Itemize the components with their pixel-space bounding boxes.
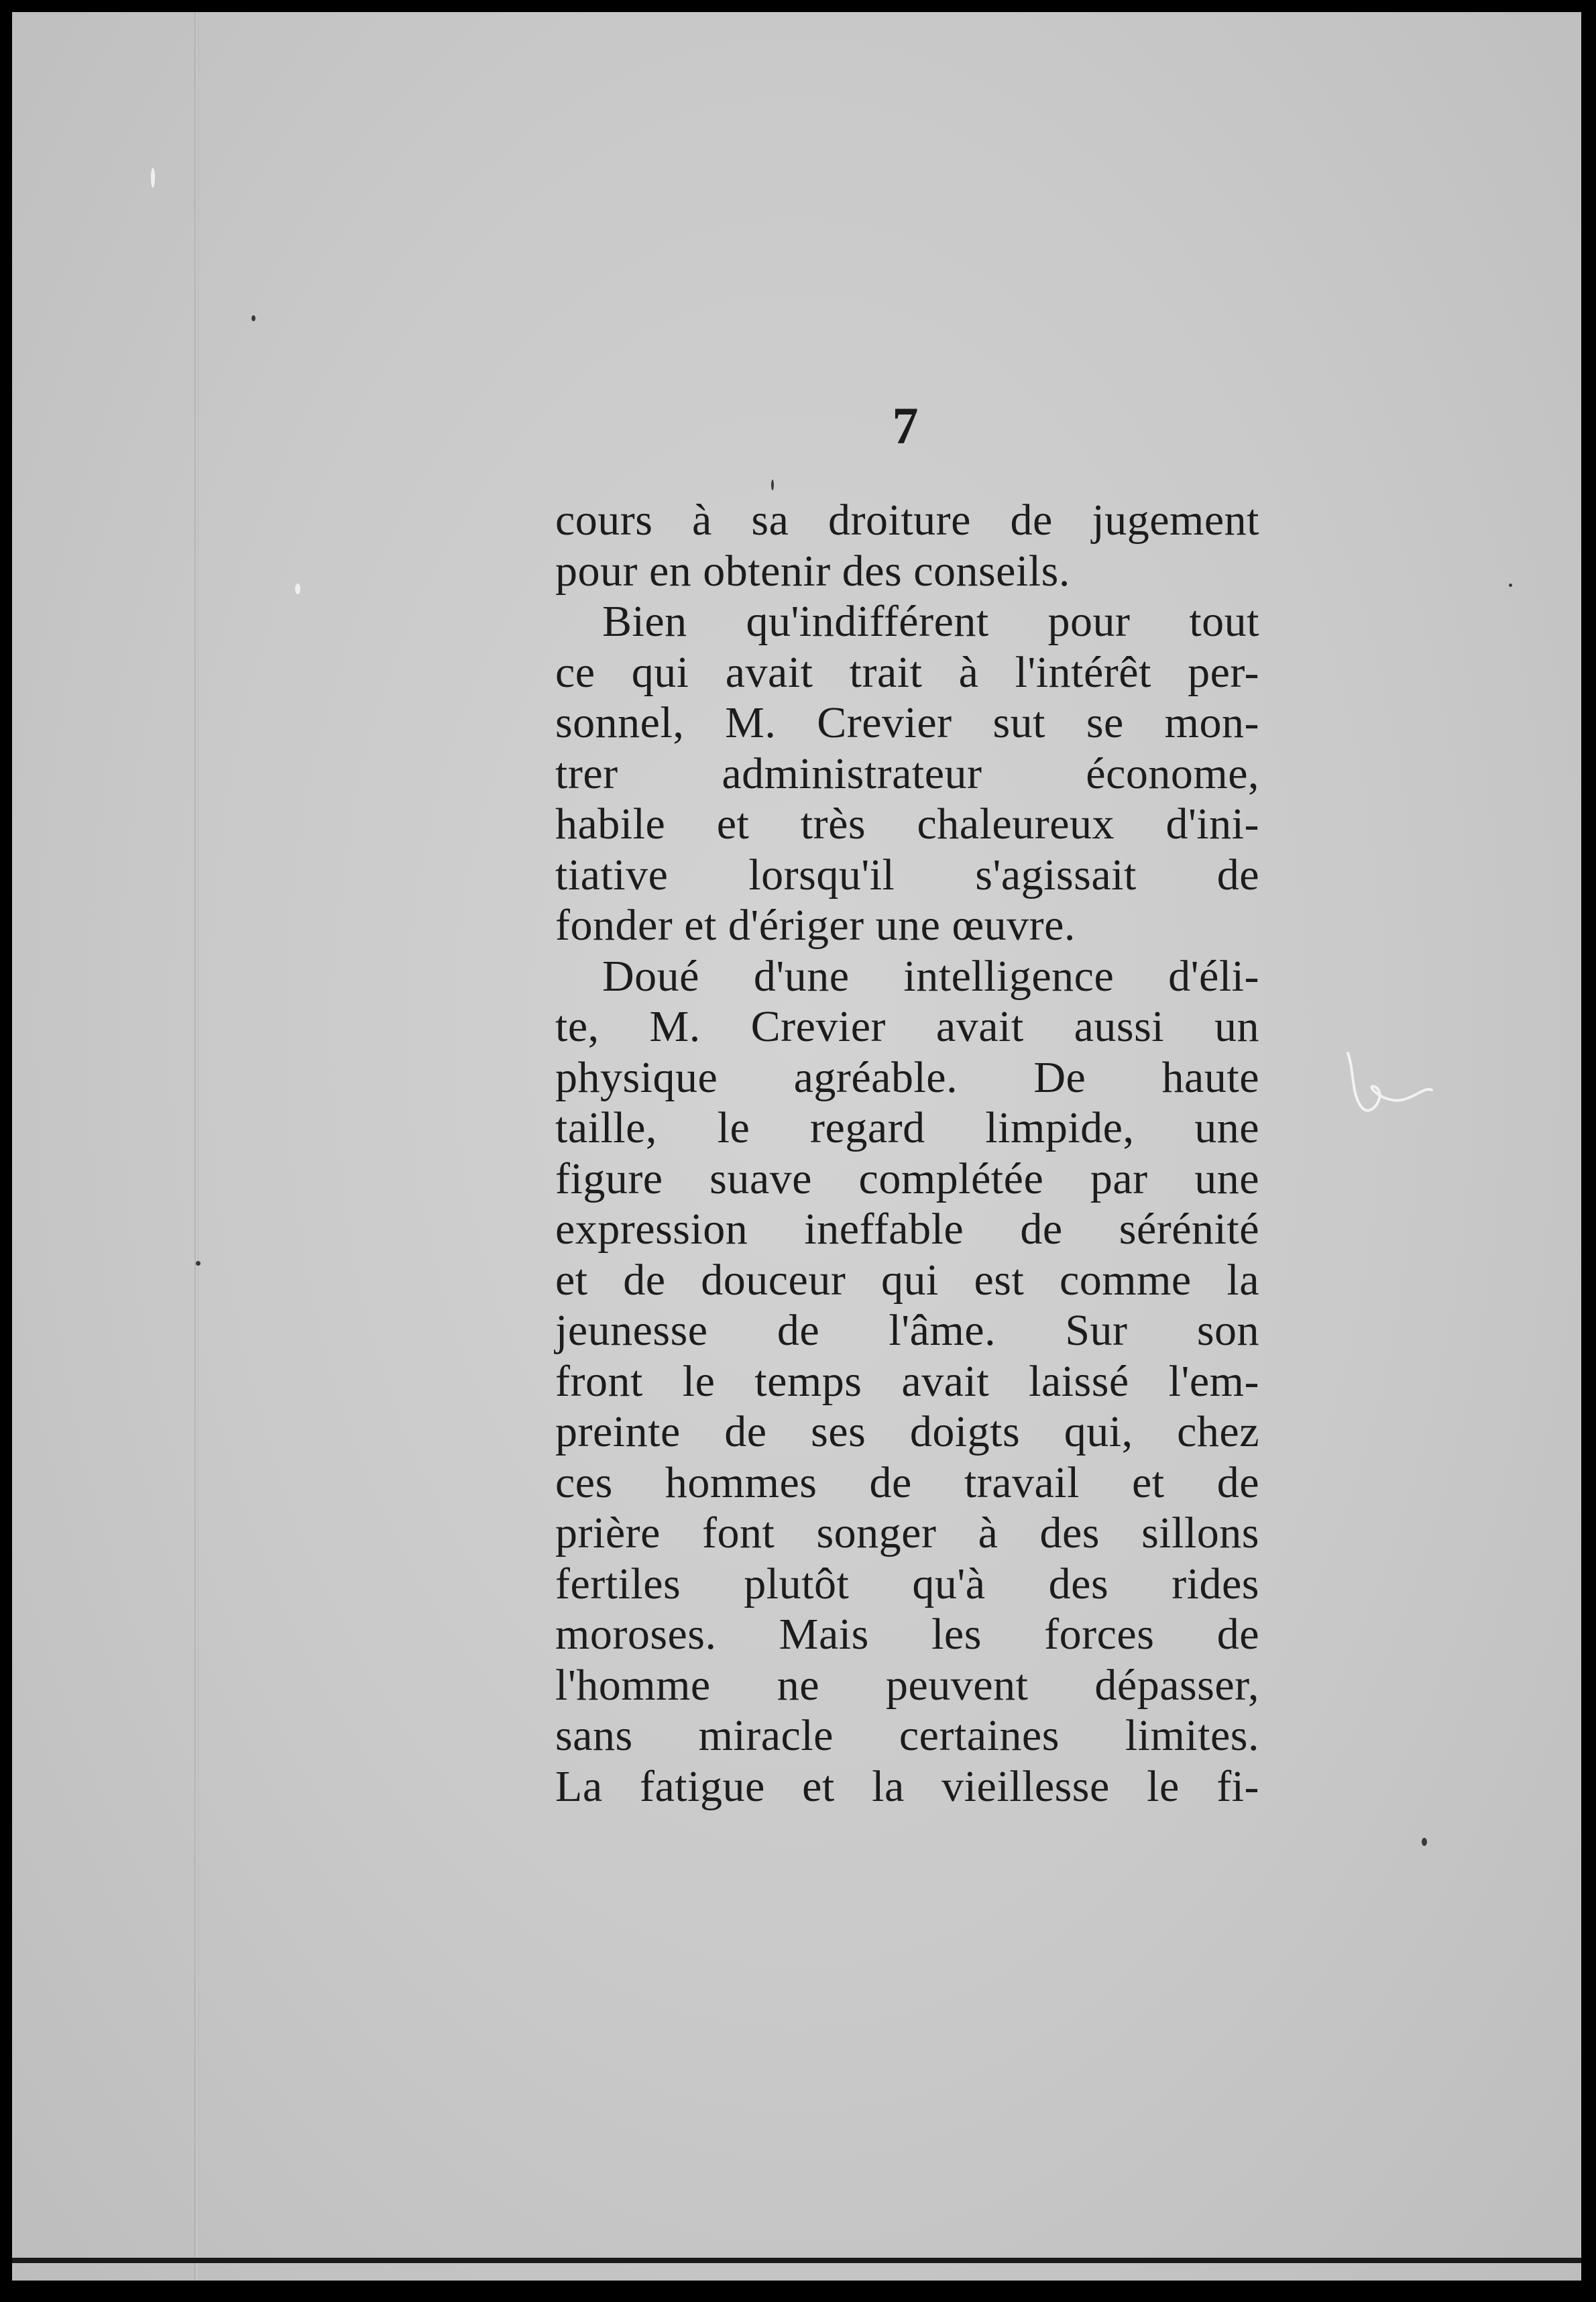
text-line: sans miracle certaines limites. [555,1711,1259,1760]
text-line: ces hommes de travail et de [555,1458,1259,1507]
text-line: fonder et d'ériger une œuvre. [555,901,1076,950]
text-line: cours à sa droiture de jugement [555,496,1259,545]
text-line: te, M. Crevier avait aussi un [555,1002,1259,1051]
page-number: 7 [892,396,919,455]
bottom-border [12,2258,1581,2263]
text-line: fertiles plutôt qu'à des rides [555,1559,1259,1608]
page-gutter-edge [194,12,198,2281]
text-line: habile et très chaleureux d'ini- [555,800,1259,848]
text-line: physique agréable. De haute [555,1052,1259,1102]
text-line: front le temps avait laissé l'em- [555,1356,1259,1406]
text-line: pour en obtenir des conseils. [555,546,1070,596]
text-line: trer administrateur économe, [555,749,1259,798]
text-line: Bien qu'indifférent pour tout [602,597,1259,646]
body-text [555,495,1259,1812]
text-line: figure suave complétée par une [555,1154,1259,1203]
text-line: expression ineffable de sérénité [555,1205,1259,1254]
pencil-mark [1334,1046,1435,1127]
text-line: jeunesse de l'âme. Sur son [555,1306,1259,1355]
text-line: La fatigue et la vieillesse le fi- [555,1761,1259,1811]
text-line: preinte de ses doigts qui, chez [555,1407,1259,1456]
text-line: sonnel, M. Crevier sut se mon- [555,698,1259,747]
text-line: l'homme ne peuvent dépasser, [555,1660,1259,1710]
text-line: taille, le regard limpide, une [555,1103,1259,1152]
text-line: prière font songer à des sillons [555,1509,1259,1557]
text-line: moroses. Mais les forces de [555,1610,1259,1659]
text-line: ce qui avait trait à l'intérêt per- [555,647,1259,697]
text-line: Doué d'une intelligence d'éli- [602,951,1259,1001]
text-line: tiative lorsqu'il s'agissait de [555,850,1259,899]
text-line: et de douceur qui est comme la [555,1255,1259,1305]
